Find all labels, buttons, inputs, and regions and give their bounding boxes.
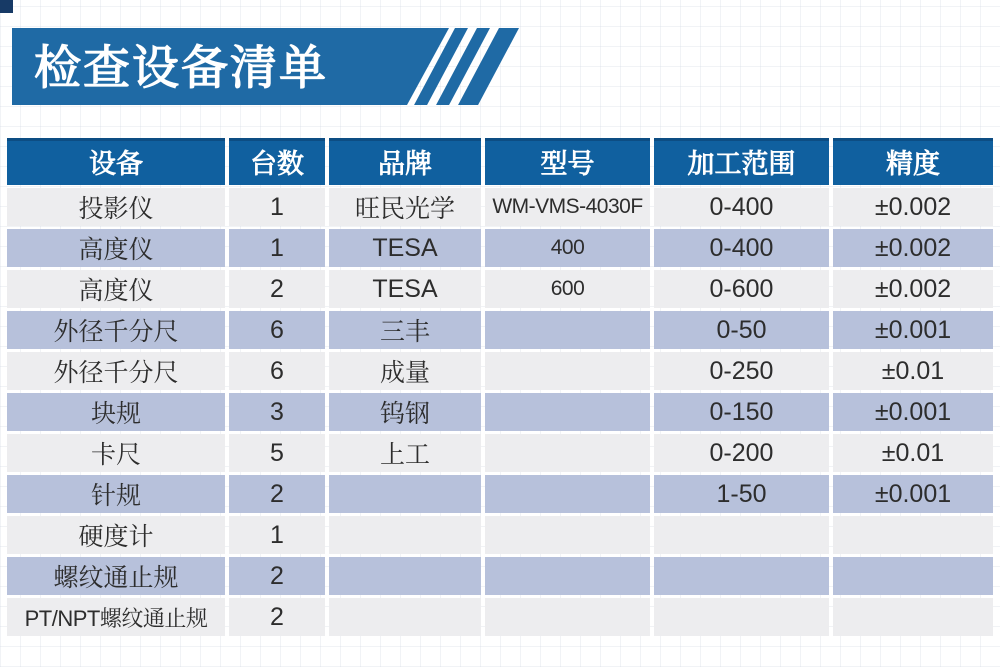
table-cell (329, 516, 481, 554)
table-cell: ±0.01 (833, 434, 993, 472)
page-title: 检查设备清单 (34, 41, 328, 94)
table-cell (485, 393, 650, 431)
table-row (7, 434, 993, 472)
table-cell (833, 516, 993, 554)
column-header-precision: 精度 (833, 138, 993, 185)
table-cell (329, 598, 481, 636)
table-cell: 外径千分尺 (7, 311, 225, 349)
table-cell: ±0.002 (833, 270, 993, 308)
table-row (7, 516, 993, 554)
table-cell: 针规 (7, 475, 225, 513)
corner-decoration-square (0, 0, 13, 13)
table-cell: 6 (229, 352, 325, 390)
table-cell: 400 (485, 229, 650, 267)
table-cell (329, 475, 481, 513)
table-cell: 钨钢 (329, 393, 481, 431)
table-cell: 螺纹通止规 (7, 557, 225, 595)
table-cell (654, 598, 829, 636)
table-cell: 成量 (329, 352, 481, 390)
table-cell: TESA (329, 270, 481, 308)
table-cell: 2 (229, 598, 325, 636)
table-cell: 高度仪 (7, 229, 225, 267)
table-cell: 0-400 (654, 229, 829, 267)
table-cell: ±0.01 (833, 352, 993, 390)
table-cell (329, 557, 481, 595)
table-cell: 高度仪 (7, 270, 225, 308)
column-header-quantity: 台数 (229, 138, 325, 185)
table-cell: ±0.001 (833, 475, 993, 513)
table-cell: 投影仪 (7, 188, 225, 226)
table-cell: TESA (329, 229, 481, 267)
table-cell: 3 (229, 393, 325, 431)
equipment-table-body (7, 188, 993, 636)
table-cell: 1 (229, 229, 325, 267)
table-cell: 0-150 (654, 393, 829, 431)
table-header-row (7, 138, 993, 185)
table-cell: 硬度计 (7, 516, 225, 554)
table-cell: 0-250 (654, 352, 829, 390)
title-banner (12, 28, 572, 105)
table-cell (485, 557, 650, 595)
table-cell: 1 (229, 188, 325, 226)
table-cell (654, 516, 829, 554)
table-cell (833, 598, 993, 636)
column-header-range: 加工范围 (654, 138, 829, 185)
table-cell (485, 311, 650, 349)
table-cell: 旺民光学 (329, 188, 481, 226)
table-cell: 600 (485, 270, 650, 308)
table-cell (485, 516, 650, 554)
column-header-model: 型号 (485, 138, 650, 185)
table-cell: 外径千分尺 (7, 352, 225, 390)
table-cell: 0-400 (654, 188, 829, 226)
table-cell: PT/NPT螺纹通止规 (7, 598, 225, 636)
table-cell (833, 557, 993, 595)
table-cell: 6 (229, 311, 325, 349)
column-header-brand: 品牌 (329, 138, 481, 185)
table-cell: 卡尺 (7, 434, 225, 472)
table-cell: 2 (229, 557, 325, 595)
table-row (7, 598, 993, 636)
table-cell (485, 598, 650, 636)
table-cell: ±0.001 (833, 311, 993, 349)
table-row (7, 270, 993, 308)
equipment-table (3, 135, 997, 639)
table-cell: ±0.002 (833, 188, 993, 226)
table-row (7, 188, 993, 226)
table-cell: ±0.001 (833, 393, 993, 431)
table-cell: WM-VMS-4030F (485, 188, 650, 226)
table-cell: 0-600 (654, 270, 829, 308)
table-cell: 1 (229, 516, 325, 554)
table-cell: 0-200 (654, 434, 829, 472)
table-cell: ±0.002 (833, 229, 993, 267)
table-cell (485, 352, 650, 390)
table-cell: 0-50 (654, 311, 829, 349)
table-cell (654, 557, 829, 595)
table-row (7, 557, 993, 595)
column-header-equipment: 设备 (7, 138, 225, 185)
table-row (7, 229, 993, 267)
table-cell: 2 (229, 270, 325, 308)
table-cell (485, 434, 650, 472)
table-cell: 5 (229, 434, 325, 472)
table-row (7, 352, 993, 390)
table-cell: 三丰 (329, 311, 481, 349)
table-cell: 2 (229, 475, 325, 513)
table-row (7, 393, 993, 431)
table-cell: 块规 (7, 393, 225, 431)
table-cell (485, 475, 650, 513)
table-row (7, 475, 993, 513)
table-row (7, 311, 993, 349)
table-cell: 1-50 (654, 475, 829, 513)
table-cell: 上工 (329, 434, 481, 472)
